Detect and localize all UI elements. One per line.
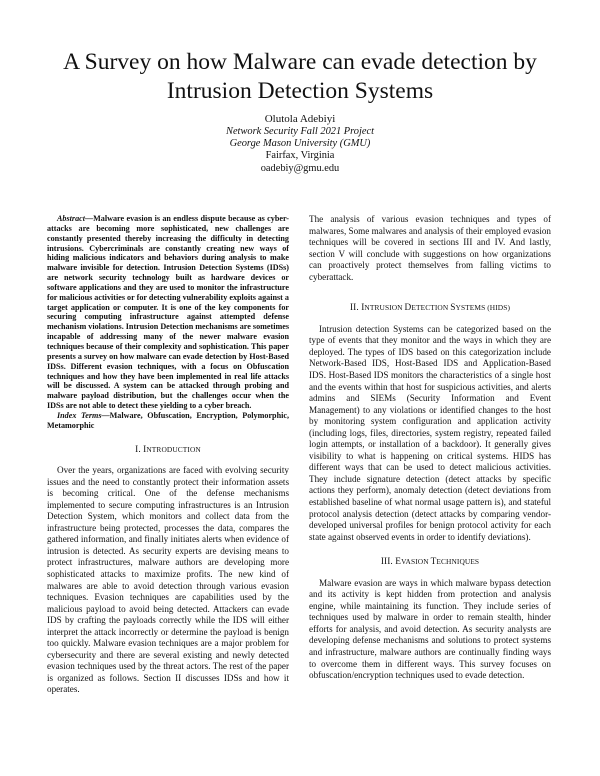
heading-cap: I [361, 303, 365, 314]
index-terms-label: Index Terms [57, 410, 102, 420]
index-terms-dash: — [101, 410, 110, 420]
heading-cap: I [143, 444, 147, 455]
index-terms-text: Malware, Obfuscation, Encryption, Polymorphic, Metamorphic [47, 410, 289, 430]
heading-smallcaps: ECHNIQUES [436, 557, 480, 567]
right-column-intro-paragraph: The analysis of various evasion techniques and types of malwares, Some malwares and analysis of their employed evasion techniques will be covered in sections III and IV. And lastly, section V will conclude with suggestions on how organizations can proactively protect themselves from falling victims to cyberattack. [309, 214, 551, 282]
paper-title: A Survey on how Malware can evade detection by Intrusion Detection Systems [63, 49, 537, 104]
section-number: II. [349, 303, 362, 314]
section-heading-evasion [309, 556, 551, 569]
heading-cap: E [395, 557, 402, 568]
heading-cap: T [430, 557, 437, 568]
ids-body: Intrusion detection Systems can be categorized based on the type of events that they monitor and the ways in which they are deployed. The types of IDS based on this categorization include Network-Based IDS, Host-Based IDS and Application-Based IDS. Host-Based IDS monitors the characteristics of a single host and the events within that host for suspicious activities, and alerts admins and SIEMs (Security Information and Event Management) to any violations or identified changes to the host by monitoring system configuration and application activity (including logs, files, directories, system registry, repeated failed login attempts, or installation of a backdoor). It generally gives visibility to what is happening on critical systems. HIDS has different ways that can be used to detect malicious activities. They include signature detection (detect attacks by specific actions they perform), anomaly detection (detect deviations from established baseline of what normal usage pattern is), and stateful protocol analysis detection (detect attacks by comparing vendor-developed universal profiles for benign protocol activity for each state against observed events in order to identify deviations). [309, 323, 551, 542]
heading-smallcaps: VASION [401, 557, 431, 567]
abstract-label: Abstract [57, 214, 85, 223]
abstract-text: Malware evasion is an endless dispute because as cyber-attacks are becoming more sophisticated, new challenges are constantly presented thereby increasing the difficulty in detecting intrusions. Cybercriminals are constantly creating new ways of hiding malicious indicators and behaviors during analysis to make malware invisible for detection. Intrusion Detection Systems (IDSs) are network security technology built as hardware devices or software applications and they are used to monitor the infrastructure for malicious activities or for detecting vulnerability exploits against a target application or computer. It is one of the key components for securing computing infrastructure against attempted defense mechanism violations. Intrusion Detection mechanisms are sometimes incapable of addressing many of the newer malware evasion techniques because of their complexity and sophistication. This paper presents a survey on how malware can evade detection by Host-Based IDSs. Different evasion techniques, with a focus on Obfuscation techniques and how they have been implemented in real life attacks will be discussed. A system can be attacked through probing and malware payload distribution, but the challenges occur when the IDSs are not able to detect these yielding to a cyber breach. [47, 214, 290, 411]
heading-smallcaps: YSTEMS (HIDS) [455, 303, 511, 313]
right-column [309, 214, 551, 682]
introduction-body: Over the years, organizations are faced with evolving security issues and the need to constantly protect their information assets is becoming critical. One of the defense mechanisms implemented to secure computing infrastructures is an Intrusion Detection System, which monitors and collect data from the infrastructure being protected, processes the data, compares the gathered information, and finally initiates alerts when evidence of intrusion is detected. As security experts are devising means to protect infrastructures, malware authors are developing more sophisticated attacks to maximize profits. The new kind of malwares are able to avoid detection through various evasion techniques. Evasion techniques are capabilities used by the malicious payload to avoid being detected. Attackers can evade IDS by crafting the payloads correctly while the IDS will either interpret the attack incorrectly or determine the payload is benign too quickly. Malware evasion techniques are a major problem for cybersecurity and there are several existing and newly detected evasion techniques used by the threat actors. The rest of the paper is organized as follows. Section II discusses IDSs and how it operates. [47, 465, 289, 695]
heading-cap: S [450, 303, 456, 314]
evasion-body: Malware evasion are ways in which malware bypass detection and its activity is kept hidden from protection and analysis engine, while maintaining its function. They include series of techniques used by malware in order to remain stealth, hinder efforts for analysis, and avoid detection. As security analysts are developing defense mechanisms and solutions to protect systems and infrastructure, malware authors are continually finding ways to overcome them in different ways. This survey focuses on obfuscation/encryption techniques used to evade detection. [309, 577, 551, 681]
section-heading-introduction [47, 444, 289, 457]
author-email[interactable]: oadebiy@gmu.edu [260, 162, 340, 174]
heading-smallcaps: ETECTION [411, 303, 451, 313]
author-name: Olutola Adebiyi [264, 113, 336, 125]
heading-cap: D [404, 303, 412, 314]
abstract [47, 214, 289, 411]
author-affiliation-university: George Mason University (GMU) [229, 138, 371, 150]
abstract-dash: — [85, 214, 94, 223]
section-number: III. [380, 557, 396, 568]
heading-smallcaps: NTRODUCTION [146, 444, 201, 454]
section-heading-ids [309, 302, 551, 315]
author-block [150, 113, 450, 175]
left-column [47, 214, 289, 696]
author-location: Fairfax, Virginia [265, 150, 335, 162]
author-affiliation-course: Network Security Fall 2021 Project [226, 126, 374, 137]
index-terms [47, 411, 289, 431]
heading-smallcaps: NTRUSION [364, 303, 405, 313]
section-number: I. [135, 444, 144, 455]
